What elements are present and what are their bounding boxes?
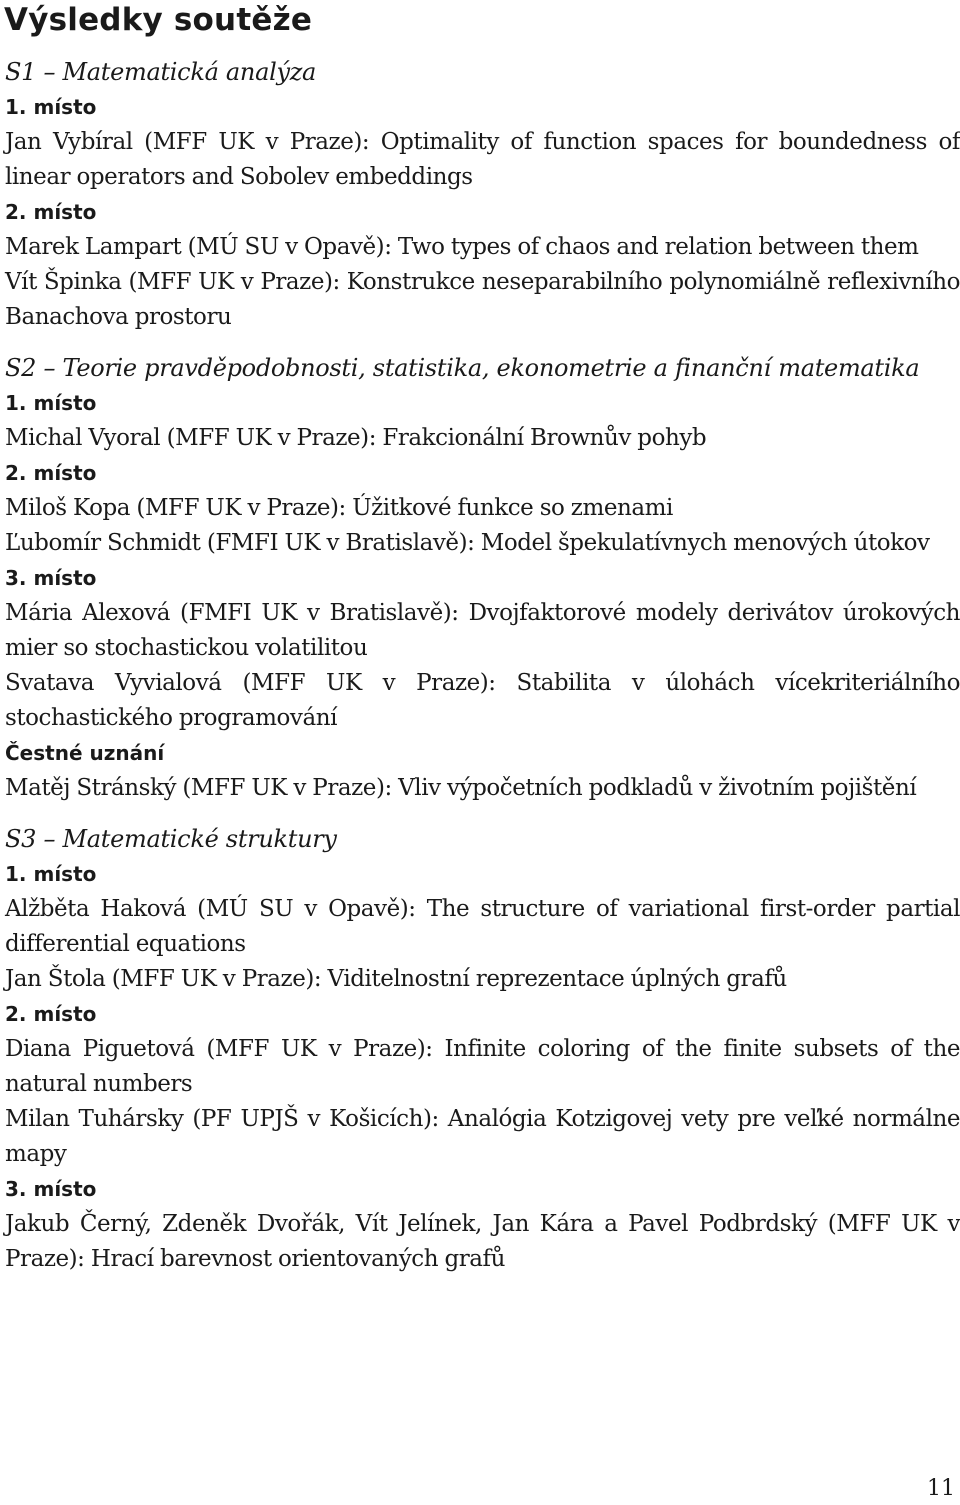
place-heading: 2. místo (5, 461, 97, 485)
award-entry: Diana Piguetová (MFF UK v Praze): Infinite coloring of the finite subsets of the natural numbers (5, 1036, 960, 1097)
section-title: S3 – Matematické struktury (5, 825, 337, 853)
award-entry: Michal Vyoral (MFF UK v Praze): Frakcionální Brownův pohyb (5, 425, 707, 451)
place-heading: 3. místo (5, 1177, 97, 1201)
section-s1 (5, 55, 960, 335)
award-entry: Marek Lampart (MÚ SU v Opavě): Two types of chaos and relation between them (5, 234, 919, 260)
place-heading: Čestné uznání (5, 741, 165, 765)
award-entry: Mária Alexová (FMFI UK v Bratislavě): Dvojfaktorové modely derivátov úrokových mier so stochastickou volatilitou (5, 600, 960, 661)
place-heading: 3. místo (5, 566, 97, 590)
award-entry: Milan Tuhársky (PF UPJŠ v Košicích): Analógia Kotzigovej vety pre veľké normálne mapy (5, 1106, 960, 1167)
page-title: Výsledky soutěže (4, 2, 313, 38)
section-title: S2 – Teorie pravděpodobnosti, statistika, ekonometrie a finanční matematika (5, 354, 920, 382)
award-entry: Miloš Kopa (MFF UK v Praze): Úžitkové funkce so zmenami (5, 495, 673, 521)
place-heading: 2. místo (5, 1002, 97, 1026)
section-s3 (5, 822, 960, 1277)
place-heading: 1. místo (5, 391, 97, 415)
place-heading: 2. místo (5, 200, 97, 224)
award-entry: Jan Štola (MFF UK v Praze): Viditelnostní reprezentace úplných grafů (5, 966, 787, 992)
award-entry: Vít Špinka (MFF UK v Praze): Konstrukce neseparabilního polynomiálně reflexivního Banachova prostoru (5, 269, 960, 330)
page-number: 11 (927, 1476, 955, 1501)
award-entry: Alžběta Haková (MÚ SU v Opavě): The structure of variational first-order partial differential equations (5, 896, 960, 957)
place-heading: 1. místo (5, 95, 97, 119)
award-entry: Matěj Stránský (MFF UK v Praze): Vliv výpočetních podkladů v životním pojištění (5, 775, 917, 801)
place-heading: 1. místo (5, 862, 97, 886)
document-page (5, 0, 960, 1277)
award-entry: Jan Vybíral (MFF UK v Praze): Optimality of function spaces for boundedness of linear operators and Sobolev embeddings (5, 129, 960, 190)
section-title: S1 – Matematická analýza (5, 58, 317, 86)
award-entry: Jakub Černý, Zdeněk Dvořák, Vít Jelínek, Jan Kára a Pavel Podbrdský (MFF UK v Praze): Hrací barevnost orientovaných grafů (5, 1211, 960, 1272)
award-entry: Ľubomír Schmidt (FMFI UK v Bratislavě): Model špekulatívnych menových útokov (5, 530, 930, 556)
award-entry: Svatava Vyvialová (MFF UK v Praze): Stabilita v úlohách vícekriteriálního stochastického programování (5, 670, 960, 731)
section-s2 (5, 351, 960, 806)
